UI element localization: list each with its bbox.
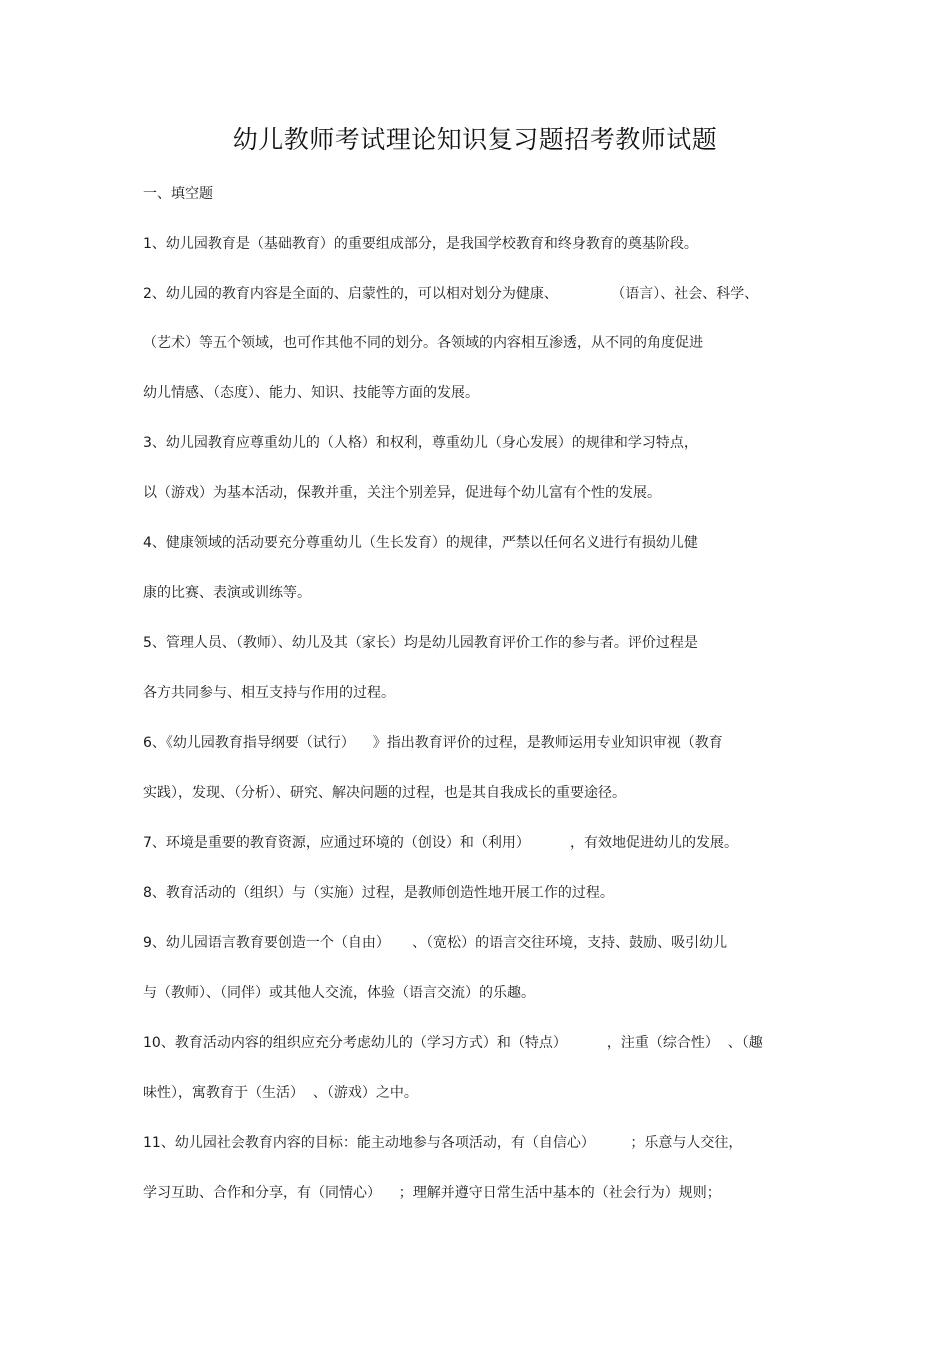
text-line: 3、幼儿园教育应尊重幼儿的（人格）和权利，尊重幼儿（身心发展）的规律和学习特点， xyxy=(143,435,698,451)
text-line: 各方共同参与、相互支持与作用的过程。 xyxy=(143,685,395,701)
text-line: 8、教育活动的（组织）与（实施）过程，是教师创造性地开展工作的过程。 xyxy=(143,885,614,901)
section-heading: 一、填空题 xyxy=(143,186,213,202)
text-line: 2、幼儿园的教育内容是全面的、启蒙性的，可以相对划分为健康、 （语言）、社会、科学、 xyxy=(143,286,759,302)
text-line: 康的比赛、表演或训练等。 xyxy=(143,585,311,601)
text-line: 以（游戏）为基本活动，保教并重，关注个别差异，促进每个幼儿富有个性的发展。 xyxy=(143,485,661,501)
text-line: 10、教育活动内容的组织应充分考虑幼儿的（学习方式）和（特点） ，注重（综合性） 、（趣 xyxy=(143,1035,763,1051)
text-line: 与（教师）、（同伴）或其他人交流，体验（语言交流）的乐趣。 xyxy=(143,985,535,1001)
text-line: 学习互助、合作和分享，有（同情心） ；理解并遵守日常生活中基本的（社会行为）规则； xyxy=(143,1185,721,1201)
text-line: 味性），寓教育于（生活） 、（游戏）之中。 xyxy=(143,1085,418,1101)
text-line: 9、幼儿园语言教育要创造一个（自由） 、（宽松）的语言交往环境，支持、鼓励、吸引幼儿 xyxy=(143,935,728,951)
text-line: 7、环境是重要的教育资源，应通过环境的（创设）和（利用） ，有效地促进幼儿的发展。 xyxy=(143,835,738,851)
text-line: 11、幼儿园社会教育内容的目标：能主动地参与各项活动，有（自信心） ；乐意与人交往， xyxy=(143,1135,743,1151)
text-line: 幼儿情感、（态度）、能力、知识、技能等方面的发展。 xyxy=(143,385,479,401)
text-line: （艺术）等五个领域，也可作其他不同的划分。各领域的内容相互渗透，从不同的角度促进 xyxy=(143,335,703,351)
text-line: 6、《幼儿园教育指导纲要（试行） 》指出教育评价的过程，是教师运用专业知识审视（教育 xyxy=(143,735,723,751)
text-line: 1、幼儿园教育是（基础教育）的重要组成部分，是我国学校教育和终身教育的奠基阶段。 xyxy=(143,236,698,252)
text-line: 5、管理人员、（教师）、幼儿及其（家长）均是幼儿园教育评价工作的参与者。评价过程是 xyxy=(143,635,698,651)
text-line: 实践），发现、（分析）、研究、解决问题的过程，也是其自我成长的重要途径。 xyxy=(143,785,626,801)
text-line: 4、健康领域的活动要充分尊重幼儿（生长发育）的规律，严禁以任何名义进行有损幼儿健 xyxy=(143,535,698,551)
document-title: 幼儿教师考试理论知识复习题招考教师试题 xyxy=(232,125,718,154)
